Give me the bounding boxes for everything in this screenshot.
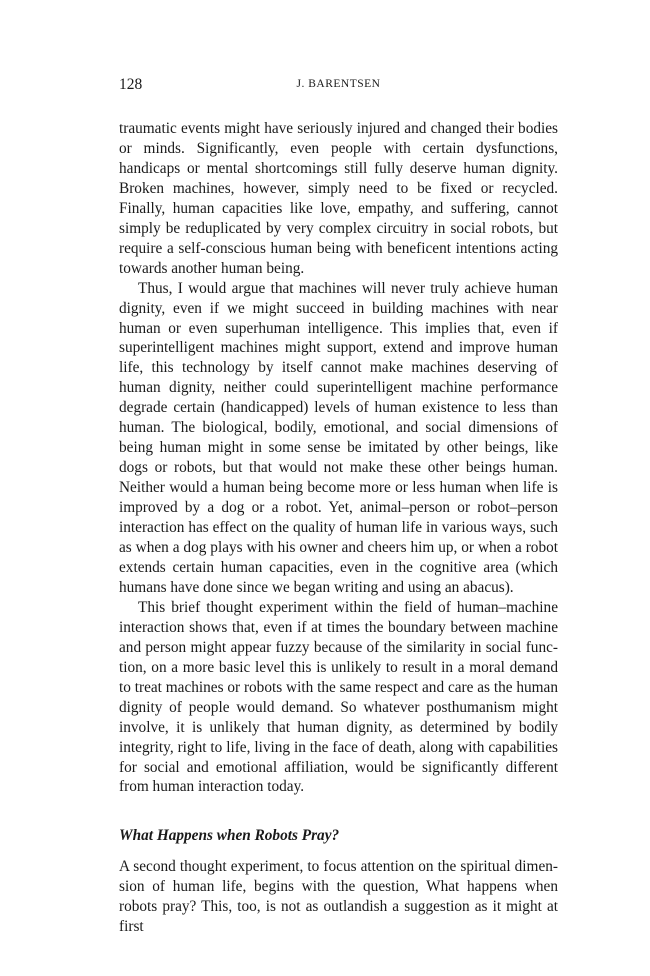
paragraph-continued: traumatic events might have seriously injured and changed their bodies or minds. Significantly, even people with certain dysfunctions, handicaps or mental shortcomings still fully deserve human dignity. Broken machines, however, simply need to be fixed or recycled. Finally, human capacities like love, empathy, and suffering, cannot simply be reduplicated by very complex circuitry in social robots, but require a self-conscious human being with beneficent intentions acting towards another human being.: [119, 120, 558, 277]
section-paragraph: A second thought experiment, to focus attention on the spiritual dimension of human life, begins with the question, What happens when robots pray? This, too, is not as outlandish a suggestion as it might at first: [119, 858, 558, 936]
body-text: [119, 119, 558, 937]
page-number: 128: [119, 76, 143, 93]
section-heading: What Happens when Robots Pray?: [119, 827, 340, 845]
paragraph: This brief thought experiment within the field of human–machine interaction shows that, even if at times the boundary between machine and person might appear fuzzy because of the similarity in social function, on a more basic level this is unlikely to result in a moral demand to treat machines or robots with the same respect and care as the human dignity of people would demand. So whatever posthumanism might involve, it is unlikely that human dignity, as determined by bodily integrity, right to life, living in the face of death, along with capabilities for social and emotional affiliation, would be significantly different from human interaction today.: [119, 598, 558, 796]
running-head-author: J. BARENTSEN: [296, 78, 381, 90]
running-head: [119, 76, 558, 98]
paragraph: Thus, I would argue that machines will never truly achieve human dignity, even if we might succeed in building machines with near human or even superhuman intelligence. This implies that, even if superintelligent machines might support, extend and improve human life, this technology by itself cannot make machines deserving of human dignity, neither could superintelligent machine performance degrade certain (handicapped) levels of human existence to less than human. The biological, bodily, emotional, and social dimensions of being human might in some sense be imitated by other beings, like dogs or robots, but that would not make these other beings human. Neither would a human being become more or less human when life is improved by a dog or a robot. Yet, animal–person or robot–person interaction has effect on the quality of human life in various ways, such as when a dog plays with his owner and cheers him up, or when a robot extends certain human capacities, even in the cognitive area (which humans have done since we began writing and using an abacus).: [119, 279, 558, 596]
